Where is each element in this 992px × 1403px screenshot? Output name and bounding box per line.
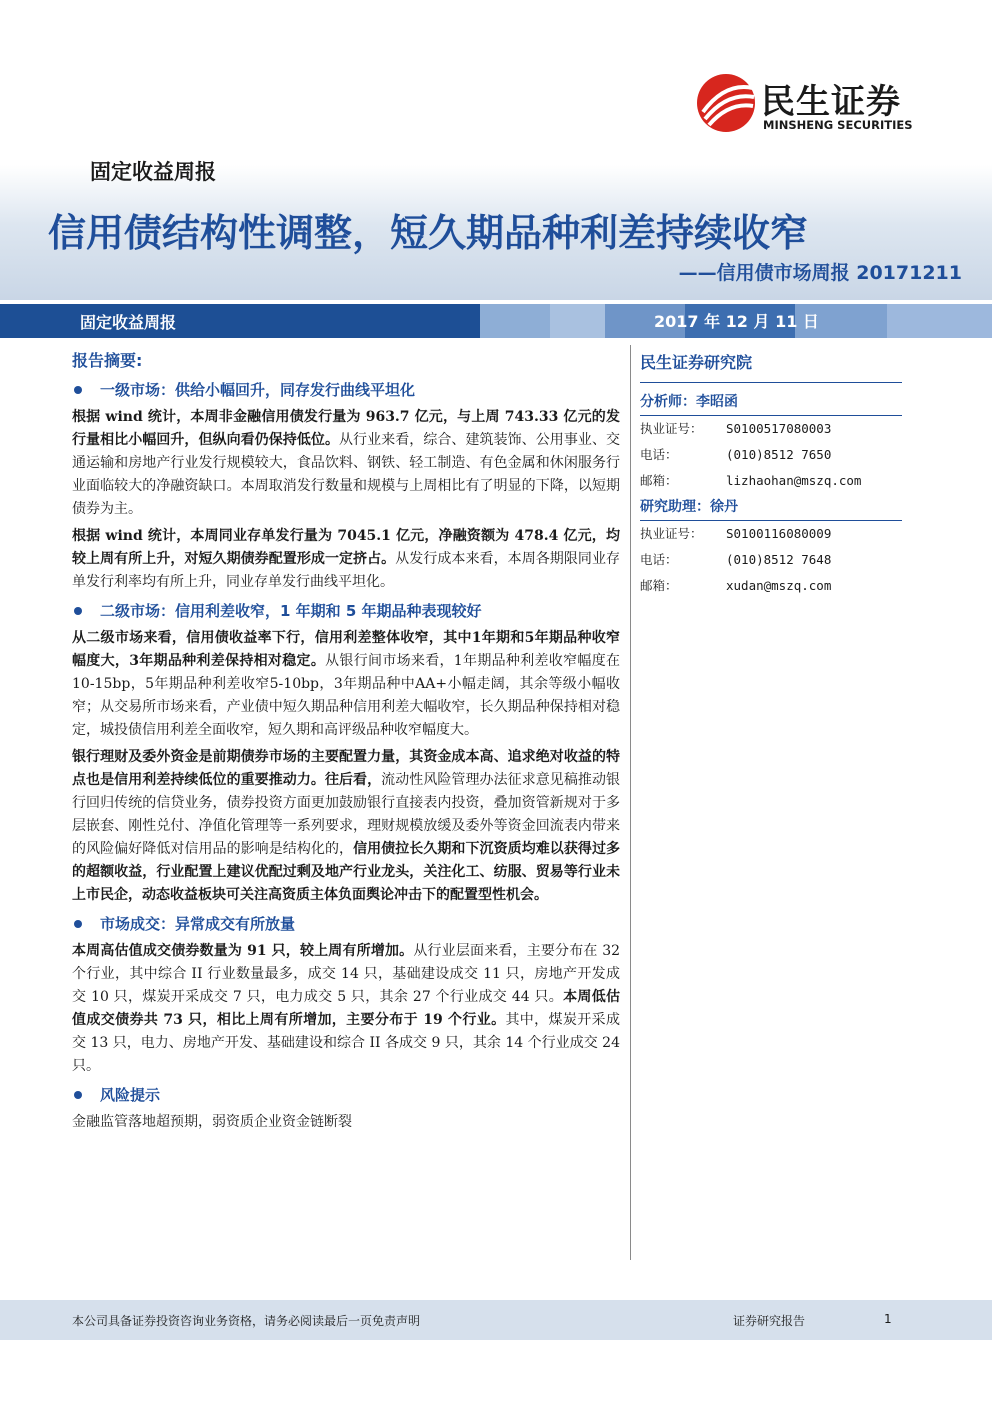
contact-value: S0100116080009 [726, 526, 832, 541]
section-heading [72, 600, 620, 621]
assistant-contact [640, 521, 902, 599]
summary-heading: 报告摘要: [72, 351, 143, 370]
contact-label: 邮箱： [640, 578, 678, 593]
header-bar [0, 304, 992, 338]
sidebar [640, 348, 902, 599]
report-summary [72, 348, 620, 1138]
contact-row [640, 521, 902, 547]
section-heading [72, 913, 620, 934]
brand-logo [695, 72, 955, 142]
doc-type: 固定收益周报 [90, 160, 216, 184]
page-subtitle: ——信用债市场周报 20171211 [678, 262, 962, 284]
summary-paragraph [72, 940, 620, 1078]
body-text: 其中，煤炭开采成交 13 只，电力、房地产开发、基础建设和综合 II 各成交 9 只，其余 14 个行业成交 24 只。 [72, 1012, 620, 1074]
contact-label: 执业证号： [640, 421, 703, 436]
emphasis-text: 银行理财及委外资金是前期债券市场的主要配置力量，其资金成本高、追求绝对收益的特点也是信用利差持续低位的重要推动力。往后看， [72, 749, 620, 788]
footer-report-type: 证券研究报告 [733, 1314, 806, 1328]
emphasis-text: 本周高估值成交债券数量为 91 只，较上周有所增加。 [72, 943, 414, 959]
contact-value: xudan@mszq.com [726, 578, 832, 593]
contact-label: 邮箱： [640, 473, 678, 488]
assistant-name: 研究助理：徐丹 [640, 499, 738, 515]
section-heading-text: 二级市场：信用利差收窄，1 年期和 5 年期品种表现较好 [100, 602, 482, 620]
contact-row [640, 468, 902, 494]
column-divider [630, 345, 631, 1260]
section-heading-text: 风险提示 [100, 1086, 161, 1104]
contact-label: 电话： [640, 552, 678, 567]
contact-row [640, 416, 902, 442]
contact-value: (010)8512 7650 [726, 447, 832, 462]
bullet-dot-icon [74, 386, 82, 394]
section-heading [72, 1084, 620, 1105]
body-text: 从银行间市场来看，1年期品种利差收窄幅度在10-15bp，5年期品种利差收窄5-10bp，3年期品种中AA+小幅走阔，其余等级小幅收窄；从交易所市场来看，产业债中短久期品种信用利差大幅收窄，长久期品种保持相对稳定，城投债信用利差全面收窄，短久期和高评级品种收窄幅度大。 [72, 653, 621, 738]
body-text: 流动性风险管理办法征求意见稿推动银行回归传统的信贷业务，债券投资方面更加鼓励银行直接表内投资，叠加资管新规对于多层嵌套、刚性兑付、净值化管理等一系列要求，理财规模放缓及委外等资金回流表内带来的风险偏好降低对信用品的影响是结构化的， [72, 772, 621, 857]
analyst-contact [640, 416, 902, 494]
brand-name-en: MINSHENG SECURITIES [763, 118, 913, 132]
contact-row [640, 573, 902, 599]
emphasis-text: 信用债拉长久期和下沉资质均难以获得过多的超额收益，行业配置上建议优配过剩及地产行业龙头，关注化工、纺服、贸易等行业未上市民企，动态收益板块可关注高资质主体负面舆论冲击下的配置型性机会。 [72, 841, 621, 903]
contact-value: (010)8512 7648 [726, 552, 832, 567]
report-date: 2017 年 12 月 11 日 [654, 312, 819, 331]
contact-value: S0100517080003 [726, 421, 832, 436]
analyst-name: 分析师：李昭函 [640, 394, 738, 410]
emphasis-text: 根据 wind 统计，本周非金融信用债发行量为 963.7 亿元，与上周 743.33 亿元的发行量相比小幅回升，但纵向看仍保持低位。 [72, 409, 620, 448]
body-text: 从行业层面来看，主要分布在 32 个行业，其中综合 II 行业数量最多，成交 14 只，基础建设成交 11 只，房地产开发成交 10 只，煤炭开采成交 7 只，电力成交 5 只，其余 27 个行业成交 44 只。 [72, 943, 621, 1005]
brand-name-cn: 民生证券 [761, 82, 901, 122]
footer-disclaimer: 本公司具备证券投资咨询业务资格，请务必阅读最后一页免责声明 [72, 1314, 421, 1328]
contact-row [640, 442, 902, 468]
sidebar-rule [640, 382, 902, 383]
emphasis-text: 本周低估值成交债券共 73 只，相比上周有所增加，主要分布于 19 个行业。 [72, 989, 621, 1028]
body-text: 从行业来看，综合、建筑装饰、公用事业、交通运输和房地产行业发行规模较大，食品饮料、钢铁、轻工制造、有色金属和休闲服务行业面临较大的净融资缺口。本周取消发行数量和规模与上周相比有了明显的下降，以短期债券为主。 [72, 432, 620, 517]
section-heading-text: 市场成交：异常成交有所放量 [100, 915, 296, 933]
emphasis-text: 从二级市场来看，信用债收益率下行，信用利差整体收窄，其中1年期和5年期品种收窄幅度大，3年期品种利差保持相对稳定。 [72, 630, 620, 669]
summary-paragraph [72, 406, 620, 521]
body-text: 金融监管落地超预期，弱资质企业资金链断裂 [72, 1114, 352, 1130]
institute-name: 民生证券研究院 [640, 353, 753, 372]
summary-paragraph [72, 525, 620, 594]
page-number: 1 [884, 1312, 892, 1326]
summary-sections [72, 379, 620, 1134]
page-title: 信用债结构性调整，短久期品种利差持续收窄 [48, 211, 809, 255]
page-footer [0, 1300, 992, 1340]
header-bar-label: 固定收益周报 [80, 313, 177, 332]
emphasis-text: 根据 wind 统计，本周同业存单发行量为 7045.1 亿元，净融资额为 478.4 亿元，均较上周有所上升，对短久期债券配置形成一定挤占。 [72, 528, 620, 567]
header-bar-left [0, 304, 480, 338]
contact-label: 执业证号： [640, 526, 703, 541]
section-heading-text: 一级市场：供给小幅回升，同存发行曲线平坦化 [100, 381, 416, 399]
contact-label: 电话： [640, 447, 678, 462]
summary-paragraph [72, 627, 620, 742]
bullet-dot-icon [74, 920, 82, 928]
section-heading [72, 379, 620, 400]
bullet-dot-icon [74, 607, 82, 615]
minsheng-logo-icon [695, 72, 757, 134]
contact-row [640, 547, 902, 573]
bullet-dot-icon [74, 1091, 82, 1099]
contact-value: lizhaohan@mszq.com [726, 473, 862, 488]
summary-paragraph [72, 746, 620, 907]
body-text: 从发行成本来看，本周各期限同业存单发行利率均有所上升，同业存单发行曲线平坦化。 [72, 551, 621, 590]
summary-paragraph [72, 1111, 620, 1134]
